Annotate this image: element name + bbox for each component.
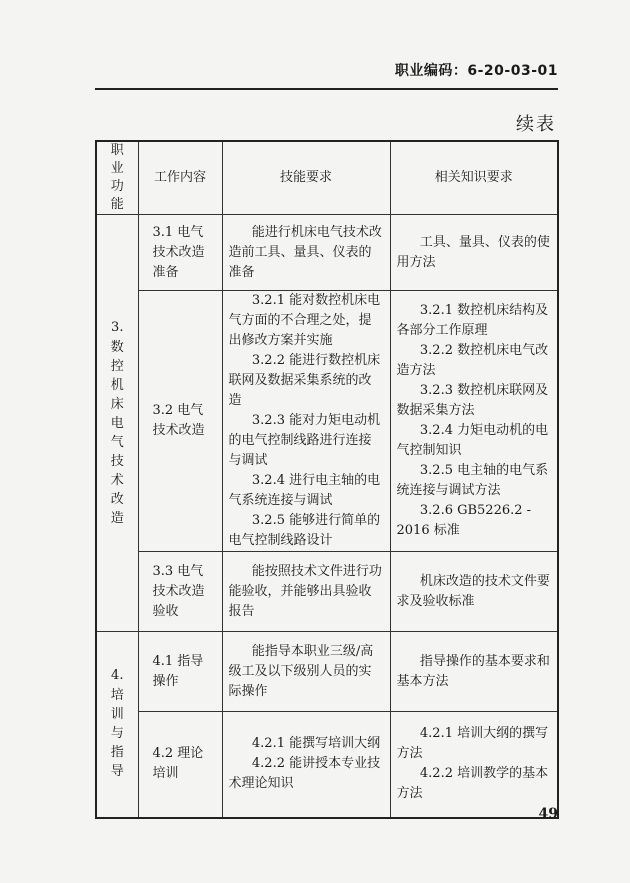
- header-knowledge: 相关知识要求: [390, 141, 558, 215]
- table-row: [96, 215, 558, 291]
- table-row: [96, 291, 558, 552]
- skills-table: [95, 140, 559, 819]
- skill-cell: [222, 552, 390, 632]
- header-function: 职业功能: [96, 141, 138, 215]
- function-cell-4: [96, 632, 138, 818]
- function-cell-3: [96, 215, 138, 632]
- knowledge-cell: [390, 291, 558, 552]
- page-number: 49: [538, 806, 558, 822]
- skill-item: 能进行机床电气技术改造前工具、量具、仪表的准备: [228, 224, 382, 280]
- work-content: 4.1 指导操作: [138, 632, 222, 712]
- knowledge-item: 4.2.2 培训教学的基本方法: [396, 766, 549, 802]
- skill-item: 3.2.4 进行电主轴的电气系统连接与调试: [228, 473, 381, 508]
- work-content: 4.2 理论培训: [138, 712, 222, 818]
- continued-label: 续表: [516, 114, 556, 135]
- knowledge-cell: [390, 552, 558, 632]
- header-rule: [95, 88, 558, 90]
- knowledge-item: 机床改造的技术文件要求及验收标准: [396, 573, 550, 609]
- skill-item: 能按照技术文件进行功能验收，并能够出具验收报告: [228, 563, 382, 619]
- skill-cell: [222, 291, 390, 552]
- work-content: 3.1 电气技术改造准备: [138, 215, 222, 291]
- knowledge-item: 3.2.5 电主轴的电气系统连接与调试方法: [396, 463, 549, 498]
- header-skills: 技能要求: [222, 141, 390, 215]
- knowledge-cell: [390, 632, 558, 712]
- knowledge-item: 3.2.2 数控机床电气改造方法: [396, 343, 549, 378]
- function-number: 3.: [111, 319, 124, 335]
- table-row: [96, 632, 558, 712]
- skill-cell: [222, 712, 390, 818]
- function-number: 4.: [111, 668, 124, 684]
- skill-item: 4.2.2 能讲授本专业技术理论知识: [228, 756, 381, 792]
- header-content: 工作内容: [138, 141, 222, 215]
- knowledge-cell: [390, 712, 558, 818]
- skill-item: 3.2.5 能够进行简单的电气控制线路设计: [228, 513, 381, 548]
- knowledge-item: 指导操作的基本要求和基本方法: [396, 653, 550, 689]
- knowledge-item: 3.2.6 GB5226.2 - 2016 标准: [396, 503, 532, 538]
- work-content: 3.3 电气技术改造验收: [138, 552, 222, 632]
- knowledge-item: 3.2.1 数控机床结构及各部分工作原理: [396, 303, 549, 338]
- skill-item: 3.2.3 能对力矩电动机的电气控制线路进行连接与调试: [228, 413, 381, 468]
- table-header-row: [96, 141, 558, 215]
- knowledge-item: 3.2.4 力矩电动机的电气控制知识: [396, 423, 549, 458]
- function-name: 培训与指导: [110, 688, 124, 780]
- skill-item: 能指导本职业三级/高级工及以下级别人员的实际操作: [228, 643, 374, 699]
- skill-item: 3.2.2 能进行数控机床联网及数据采集系统的改造: [228, 353, 381, 408]
- knowledge-item: 3.2.3 数控机床联网及数据采集方法: [396, 383, 549, 418]
- work-content: 3.2 电气技术改造: [138, 291, 222, 552]
- table-row: [96, 552, 558, 632]
- skill-cell: [222, 215, 390, 291]
- skill-item: 3.2.1 能对数控机床电气方面的不合理之处，提出修改方案并实施: [228, 293, 381, 348]
- knowledge-item: 工具、量具、仪表的使用方法: [396, 234, 550, 270]
- knowledge-item: 4.2.1 培训大纲的撰写方法: [396, 726, 549, 762]
- skill-item: 4.2.1 能撰写培训大纲: [251, 736, 381, 752]
- knowledge-cell: [390, 215, 558, 291]
- skill-cell: [222, 632, 390, 712]
- occupation-code: 职业编码：6-20-03-01: [394, 63, 558, 79]
- function-name: 数控机床电气技术改造: [110, 339, 124, 526]
- table-row: [96, 712, 558, 818]
